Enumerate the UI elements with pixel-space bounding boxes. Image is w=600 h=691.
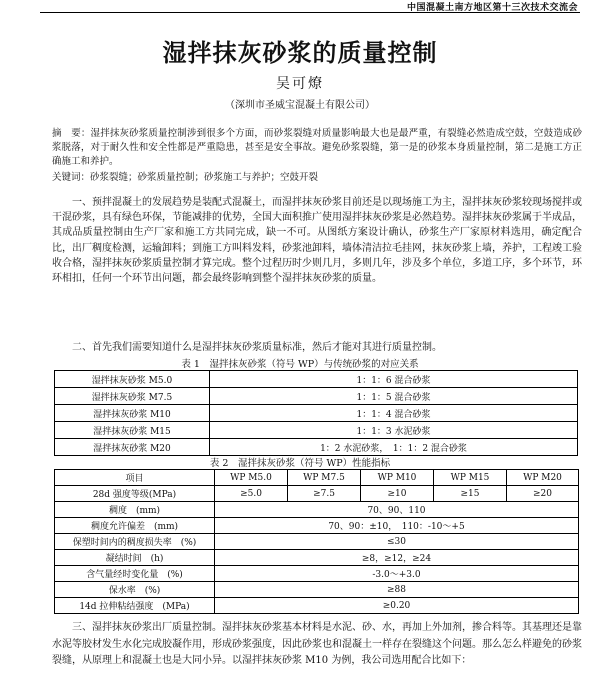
table-row xyxy=(55,582,579,598)
table-1-caption: 表 1 湿拌抹灰砂浆（符号 WP）与传统砂浆的对应关系 xyxy=(181,359,419,370)
table-row xyxy=(55,598,579,614)
table-cell: 70、90、110 xyxy=(215,502,579,518)
traditional-mortar-cell: 1：1：3 水泥砂浆 xyxy=(210,422,578,439)
table-cell: ≥5.0 xyxy=(215,486,288,502)
row-label: 保塑时间内的稠度损失率 (%) xyxy=(55,534,215,550)
column-header: WP M15 xyxy=(434,470,507,486)
table-2 xyxy=(54,469,579,614)
row-label: 稠度 (mm) xyxy=(55,502,215,518)
table-row xyxy=(55,371,578,388)
table-1 xyxy=(54,370,578,456)
table-2-caption: 表 2 湿拌抹灰砂浆（符号 WP）性能指标 xyxy=(209,458,391,469)
column-header: WP M10 xyxy=(361,470,434,486)
table-row xyxy=(55,518,579,534)
mortar-grade-cell: 湿拌抹灰砂浆 M7.5 xyxy=(55,388,210,405)
table-cell: ≥20 xyxy=(507,486,579,502)
article-title: 湿拌抹灰砂浆的质量控制 xyxy=(162,38,438,67)
traditional-mortar-cell: 1：1：6 混合砂浆 xyxy=(210,371,578,388)
mortar-grade-cell: 湿拌抹灰砂浆 M10 xyxy=(55,405,210,422)
table-row xyxy=(55,422,578,439)
header-rule xyxy=(40,12,580,13)
table-header-row xyxy=(55,470,579,486)
row-label: 稠度允许偏差 (mm) xyxy=(55,518,215,534)
table-row xyxy=(55,439,578,456)
table-row xyxy=(55,405,578,422)
column-header: WP M20 xyxy=(507,470,579,486)
table-row xyxy=(55,502,579,518)
mortar-grade-cell: 湿拌抹灰砂浆 M5.0 xyxy=(55,371,210,388)
table-cell: ≥7.5 xyxy=(288,486,361,502)
table-cell: ≥10 xyxy=(361,486,434,502)
author-name: 吴可燎 xyxy=(276,76,324,92)
traditional-mortar-cell: 1：1：4 混合砂浆 xyxy=(210,405,578,422)
table-cell: ≥0.20 xyxy=(215,598,579,614)
table-cell: 70、90：±10， 110：-10～+5 xyxy=(215,518,579,534)
section-3-paragraph: 三、湿拌抹灰砂浆出厂质量控制。湿拌抹灰砂浆基本材料是水泥、砂、水，再加上外加剂，掺合料等。其基理还是靠水泥等胶材发生水化完成胶凝作用，形成砂浆强度，因此砂浆也和混凝土一样存在裂缝这个问题。那么怎么样避免的砂浆裂缝，从原理上和混凝土也是大同小异。以湿拌抹灰砂浆 M10 为例，我公司选用配合比如下： xyxy=(52,622,582,666)
table-row xyxy=(55,388,578,405)
table-cell: ≤30 xyxy=(215,534,579,550)
traditional-mortar-cell: 1：2 水泥砂浆， 1：1：2 混合砂浆 xyxy=(210,439,578,456)
row-label: 保水率 (%) xyxy=(55,582,215,598)
traditional-mortar-cell: 1：1：5 混合砂浆 xyxy=(210,388,578,405)
mortar-grade-cell: 湿拌抹灰砂浆 M20 xyxy=(55,439,210,456)
table-row xyxy=(55,550,579,566)
table-cell: -3.0～+3.0 xyxy=(215,566,579,582)
running-header xyxy=(0,0,600,12)
table-row xyxy=(55,486,579,502)
column-header: 项目 xyxy=(55,470,215,486)
row-label: 凝结时间 (h) xyxy=(55,550,215,566)
abstract: 摘 要：湿拌抹灰砂浆质量控制涉到很多个方面，而砂浆裂缝对质量影响最大也是最严重，有裂缝必然造成空鼓，空鼓造成砂浆脱落，对于耐久性和安全性都是严重隐患，甚至是安全事故。避免砂浆裂缝，第一是的砂浆本身质量控制，第二是施工方正确施工和养护。 xyxy=(52,128,582,167)
table-row xyxy=(55,534,579,550)
section-2-paragraph: 二、首先我们需要知道什么是湿拌抹灰砂浆质量标准，然后才能对其进行质量控制。 xyxy=(72,342,442,353)
section-1-paragraph: 一、预拌混凝土的发展趋势是装配式混凝土，而湿拌抹灰砂浆目前还是以现场施工为主，湿拌抹灰砂浆较现场搅拌或干混砂浆，具有绿色环保，节能减排的优势，全国大面积推广使用湿拌抹灰砂浆是必然趋势。湿拌抹灰砂浆属于半成品，其成品质量控制由生产厂家和施工方共同完成，缺一不可。从图纸方案设计确认，砂浆生产厂家原材料选用，确定配合比，出厂稠度检测，运输卸料；到施工方叫料发料，砂浆池卸料，墙体清洁拉毛挂网，抹灰砂浆上墙，养护，工程竣工验收合格，湿拌抹灰砂浆质量控制才算完成。整个过程历时少则几月，多则几年，涉及多个单位，多道工序，多个环节，环环相扣，任何一个环节出问题，都会最终影响到整个湿拌抹灰砂浆的质量。 xyxy=(52,197,582,285)
row-label: 14d 拉伸粘结强度 (MPa) xyxy=(55,598,215,614)
column-header: WP M7.5 xyxy=(288,470,361,486)
column-header: WP M5.0 xyxy=(215,470,288,486)
table-row xyxy=(55,566,579,582)
table-cell: ≥88 xyxy=(215,582,579,598)
mortar-grade-cell: 湿拌抹灰砂浆 M15 xyxy=(55,422,210,439)
keywords: 关键词：砂浆裂缝；砂浆质量控制；砂浆施工与养护；空鼓开裂 xyxy=(52,172,319,183)
journal-title: 中国混凝土南方地区第十三次技术交流会 xyxy=(406,3,578,13)
row-label: 含气量经时变化量 (%) xyxy=(55,566,215,582)
table-cell: ≥15 xyxy=(434,486,507,502)
row-label: 28d 强度等级(MPa) xyxy=(55,486,215,502)
table-cell: ≥8，≥12，≥24 xyxy=(215,550,579,566)
author-affiliation: （深圳市圣威宝混凝土有限公司） xyxy=(225,100,375,111)
